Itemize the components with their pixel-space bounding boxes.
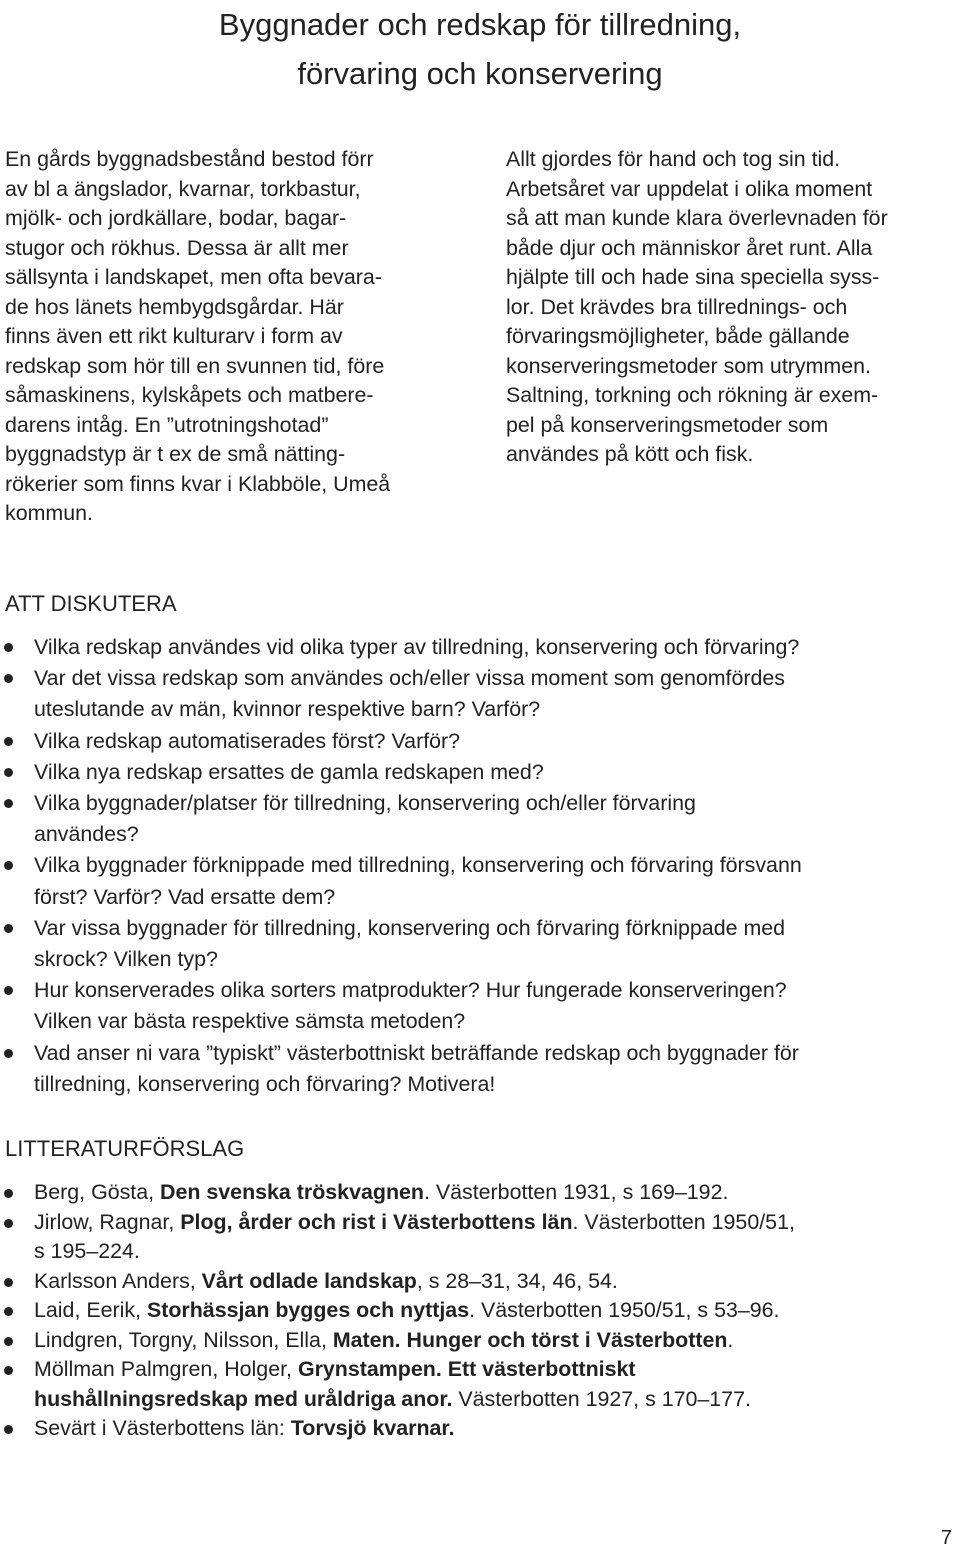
book-title: Storhässjan bygges och nyttjas <box>146 1298 470 1322</box>
intro-left-line: redskap som hör till en svunnen tid, före <box>5 353 385 378</box>
intro-left-line: av bl a ängslador, kvarnar, torkbastur, <box>5 176 361 201</box>
intro-right-line: lor. Det krävdes bra tillrednings- och <box>506 294 848 319</box>
intro-left-line: stugor och rökhus. Dessa är allt mer <box>5 235 349 260</box>
discuss-item: Vad anser ni vara ”typiskt” västerbottniskt beträffande redskap och byggnader för tillredning, konservering och förvaring? Motivera! <box>0 1038 802 1100</box>
literature-item: Möllman Palmgren, Holger, Grynstampen. Ett västerbottniskt hushållningsredskap med uråldriga anor. Västerbotten 1927, s 170–177. <box>0 1355 795 1414</box>
discuss-item: Vilka byggnader förknippade med tillredning, konservering och förvaring försvann först? Varför? Vad ersatte dem? <box>0 850 802 912</box>
bullet-icon <box>4 1425 13 1434</box>
book-title: Maten. Hunger och törst i Västerbotten <box>332 1327 728 1352</box>
bullet-icon <box>4 1189 13 1198</box>
literature-item: Sevärt i Västerbottens län: Torvsjö kvarnar. <box>0 1414 795 1444</box>
literature-item: Lindgren, Torgny, Nilsson, Ella, Maten. Hunger och törst i Västerbotten. <box>0 1326 795 1356</box>
intro-right-line: hjälpte till och hade sina speciella syss- <box>506 265 880 289</box>
intro-left-line: de hos länets hembygdsgårdar. Här <box>5 294 344 319</box>
intro-left-line: kommun. <box>5 501 93 525</box>
book-title: hushållningsredskap med uråldriga anor. <box>34 1386 453 1411</box>
book-title: Torvsjö kvarnar. <box>290 1416 455 1440</box>
bullet-icon <box>4 1049 13 1058</box>
bullet-icon <box>4 1307 13 1316</box>
bullet-icon <box>4 861 13 870</box>
intro-left-line: sällsynta i landskapet, men ofta bevara- <box>5 265 382 289</box>
intro-right-line: Allt gjordes för hand och tog sin tid. <box>506 147 841 171</box>
bullet-icon <box>4 737 13 746</box>
literature-item: Karlsson Anders, Vårt odlade landskap, s 28–31, 34, 46, 54. <box>0 1267 795 1297</box>
bullet-icon <box>4 1337 13 1346</box>
bullet-icon <box>4 1219 13 1228</box>
discuss-list <box>0 632 802 1100</box>
book-title: Den svenska tröskvagnen <box>160 1180 424 1204</box>
intro-left-line: byggnadstyp är t ex de små nätting- <box>5 442 346 466</box>
intro-right-line: både djur och människor året runt. Alla <box>506 235 873 260</box>
bullet-icon <box>4 924 13 933</box>
bullet-icon <box>4 799 13 808</box>
intro-left-line: darens intåg. En ”utrotningshotad” <box>5 412 329 437</box>
intro-left-line: mjölk- och jordkällare, bodar, bagar- <box>5 206 347 230</box>
intro-right-line: Saltning, torkning och rökning är exem- <box>506 383 879 407</box>
intro-left-column <box>5 145 475 529</box>
book-title: Plog, årder och rist i Västerbottens län <box>180 1209 573 1234</box>
bullet-icon <box>4 674 13 683</box>
discuss-item: Vilka redskap användes vid olika typer av tillredning, konservering och förvaring? <box>0 632 802 663</box>
literature-list <box>0 1178 795 1444</box>
discuss-item: Vilka byggnader/platser för tillredning, konservering och/eller förvaring användes? <box>0 788 802 850</box>
intro-right-line: pel på konserveringsmetoder som <box>506 412 829 437</box>
discuss-item: Hur konserverades olika sorters matprodukter? Hur fungerade konserveringen? Vilken var bästa respektive sämsta metoden? <box>0 975 802 1037</box>
intro-right-line: förvaringsmöjligheter, både gällande <box>506 324 850 348</box>
bullet-icon <box>4 768 13 777</box>
book-title: Vårt odlade landskap <box>201 1268 417 1293</box>
discuss-heading: ATT DISKUTERA <box>5 591 177 616</box>
bullet-icon <box>4 986 13 995</box>
literature-item: Berg, Gösta, Den svenska tröskvagnen. Västerbotten 1931, s 169–192. <box>0 1178 795 1208</box>
intro-left-line: rökerier som finns kvar i Klabböle, Umeå <box>5 471 391 496</box>
intro-right-line: användes på kött och fisk. <box>506 442 754 466</box>
page-title-line-1: Byggnader och redskap för tillredning, <box>218 7 742 42</box>
discuss-item: Var vissa byggnader för tillredning, konservering och förvaring förknippade med skrock? Vilken typ? <box>0 913 802 975</box>
page-number: 7 <box>940 1527 952 1549</box>
intro-left-line: En gårds byggnadsbestånd bestod förr <box>5 147 374 171</box>
book-title: Grynstampen. Ett västerbottniskt <box>297 1357 636 1381</box>
intro-right-column <box>506 145 960 470</box>
bullet-icon <box>4 1278 13 1287</box>
intro-left-line: såmaskinens, kylskåpets och matbere- <box>5 383 374 407</box>
literature-item: Laid, Eerik, Storhässjan bygges och nyttjas. Västerbotten 1950/51, s 53–96. <box>0 1296 795 1326</box>
page-title-line-2: förvaring och konservering <box>297 56 663 91</box>
intro-right-line: Arbetsåret var uppdelat i olika moment <box>506 176 873 201</box>
bullet-icon <box>4 1366 13 1375</box>
discuss-item: Vilka nya redskap ersattes de gamla redskapen med? <box>0 757 802 788</box>
literature-heading: LITTERATURFÖRSLAG <box>5 1136 245 1161</box>
intro-right-line: konserveringsmetoder som utrymmen. <box>506 353 871 378</box>
literature-item: Jirlow, Ragnar, Plog, årder och rist i Västerbottens län. Västerbotten 1950/51, s 195–224. <box>0 1208 795 1267</box>
intro-left-line: finns även ett rikt kulturarv i form av <box>5 324 343 348</box>
discuss-item: Var det vissa redskap som användes och/eller vissa moment som genomfördes uteslutande av män, kvinnor respektive barn? Varför? <box>0 663 802 725</box>
bullet-icon <box>4 643 13 652</box>
discuss-item: Vilka redskap automatiserades först? Varför? <box>0 726 802 757</box>
intro-right-line: så att man kunde klara överlevnaden för <box>506 206 888 230</box>
page-title <box>0 0 960 98</box>
